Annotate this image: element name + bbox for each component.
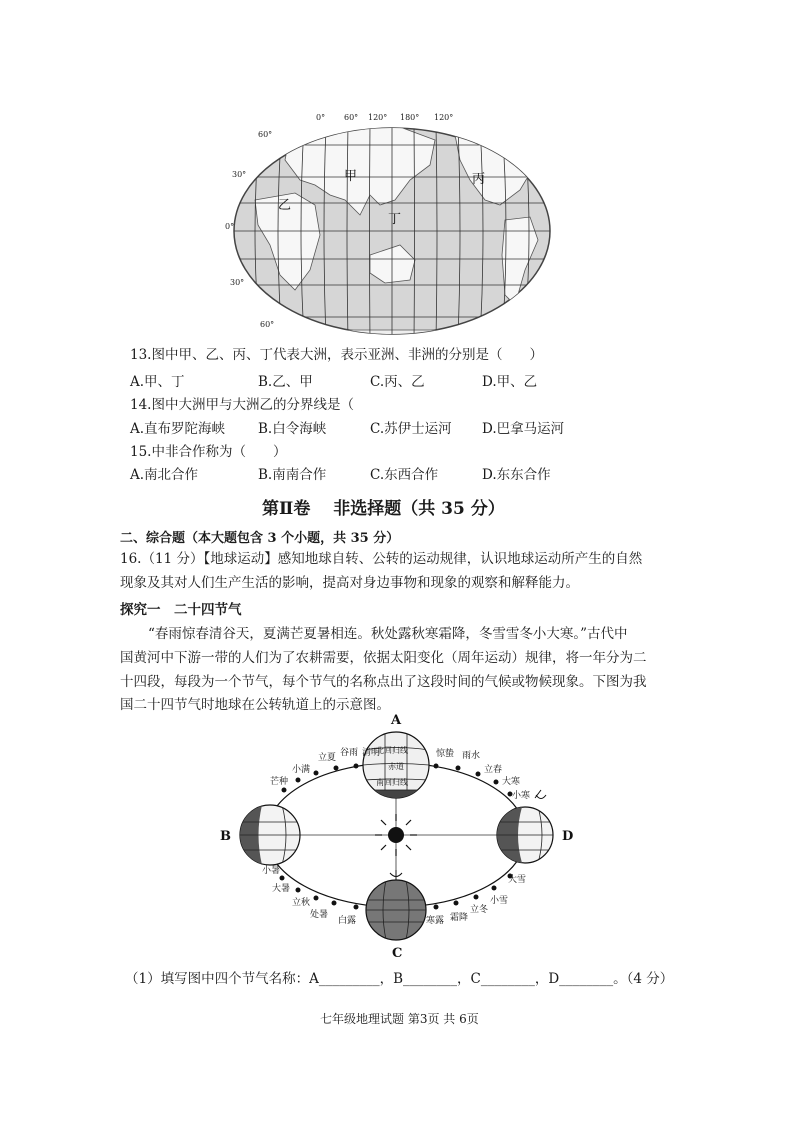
position-label-c: C (392, 946, 403, 960)
q15-option-b: B.南南合作 (258, 467, 327, 483)
continent-label-yi: 乙 (278, 198, 292, 213)
q14-option-b: B.白令海峡 (258, 421, 327, 437)
world-map (220, 105, 565, 345)
term-label: 小满 (292, 765, 311, 775)
orbit-diagram (200, 710, 590, 960)
continent-label-ding: 丁 (388, 212, 402, 227)
term-label: 白露 (338, 916, 357, 926)
page-footer: 七年级地理试题 第3页 共 6页 (320, 1012, 479, 1026)
section-title: 第Ⅱ卷 非选择题（共 35 分） (262, 499, 505, 519)
q16-sub1-fill-blank: （1）填写图中四个节气名称：A_________，B________，C________，D________。（4 分） (125, 971, 674, 987)
term-label: 处暑 (310, 910, 329, 920)
q16-para-line4: 国二十四节气时地球在公转轨道上的示意图。 (120, 697, 390, 713)
term-label: 立冬 (470, 905, 489, 915)
q15-option-a: A.南北合作 (130, 467, 199, 483)
position-label-d: D (562, 829, 574, 844)
term-label: 大雪 (508, 875, 527, 885)
lat-label: 60° (258, 130, 273, 139)
term-label: 大暑 (272, 884, 291, 894)
lat-label: 30° (232, 170, 247, 179)
q15-option-d: D.东东合作 (482, 467, 551, 483)
explore-title: 探究一 二十四节气 (120, 602, 242, 618)
section-heading: 二、综合题（本大题包含 3 个小题，共 35 分） (120, 531, 400, 546)
continent-label-bing: 丙 (472, 172, 486, 187)
lat-label: 0° (225, 222, 235, 231)
q16-para-line3: 十四段，每段为一个节气，每个节气的名称点出了这段时间的气候或物候现象。下图为我 (120, 674, 647, 690)
lon-label: 0° (316, 113, 326, 122)
term-label: 清明 (362, 748, 381, 758)
q14-option-c: C.苏伊士运河 (370, 421, 452, 437)
q13-option-c: C.丙、乙 (370, 374, 425, 390)
q13-option-b: B.乙、甲 (258, 374, 313, 390)
globe-c (366, 870, 426, 940)
q16-intro-line2: 现象及其对人们生产生活的影响，提高对身边事物和现象的观察和解释能力。 (120, 575, 579, 591)
q16-para-line2: 国黄河中下游一带的人们为了农耕需要，依据太阳变化（周年运动）规律，将一年分为二 (120, 650, 647, 666)
q13-option-a: A.甲、丁 (130, 374, 185, 390)
term-label: 寒露 (426, 916, 445, 926)
term-label: 谷雨 (340, 748, 359, 758)
globe-b (240, 805, 300, 865)
term-label: 霜降 (450, 913, 469, 923)
globe-label-tropic-capricorn: 南回归线 (376, 778, 408, 787)
term-label: 雨水 (462, 751, 481, 761)
term-label: 立春 (484, 765, 503, 775)
sun-icon (375, 814, 417, 856)
q14-option-a: A.直布罗陀海峡 (130, 421, 226, 437)
term-label: 立夏 (318, 753, 337, 763)
globe-a (363, 732, 429, 800)
lon-label: 180° (400, 113, 420, 122)
lat-label: 30° (230, 278, 245, 287)
term-label: 小暑 (262, 866, 281, 876)
term-label: 小雪 (490, 896, 509, 906)
term-label: 惊蛰 (436, 749, 455, 759)
q13-option-d: D.甲、乙 (482, 374, 538, 390)
globe-label-equator: 赤道 (388, 762, 404, 771)
position-label-b: B (220, 829, 231, 844)
q14-option-d: D.巴拿马运河 (482, 421, 565, 437)
q16-para-line1: “春雨惊春清谷天，夏满芒夏暑相连。秋处露秋寒霜降，冬雪雪冬小大寒。”古代中 (148, 626, 628, 642)
lat-label: 60° (260, 320, 275, 329)
lon-label: 60° (344, 113, 359, 122)
lon-label: 120° (368, 113, 388, 122)
q15-stem: 15.中非合作称为（ ） (130, 444, 287, 460)
q16-intro-line1: 16.（11 分）【地球运动】感知地球自转、公转的运动规律，认识地球运动所产生的自然 (120, 551, 643, 567)
q13-stem: 13.图中甲、乙、丙、丁代表大洲，表示亚洲、非洲的分别是（ ） (130, 347, 543, 363)
term-label: 立秋 (292, 898, 311, 908)
q15-option-c: C.东西合作 (370, 467, 439, 483)
q14-stem: 14.图中大洲甲与大洲乙的分界线是（ (130, 397, 354, 413)
term-label: 小寒 (512, 791, 531, 801)
globe-label-tropic-cancer: 北回归线 (376, 746, 408, 755)
term-label: 芒种 (270, 777, 289, 787)
lon-label: 120° (434, 113, 454, 122)
position-label-a: A (391, 713, 402, 728)
continent-label-jia: 甲 (344, 169, 358, 184)
term-label: 大寒 (502, 777, 521, 787)
